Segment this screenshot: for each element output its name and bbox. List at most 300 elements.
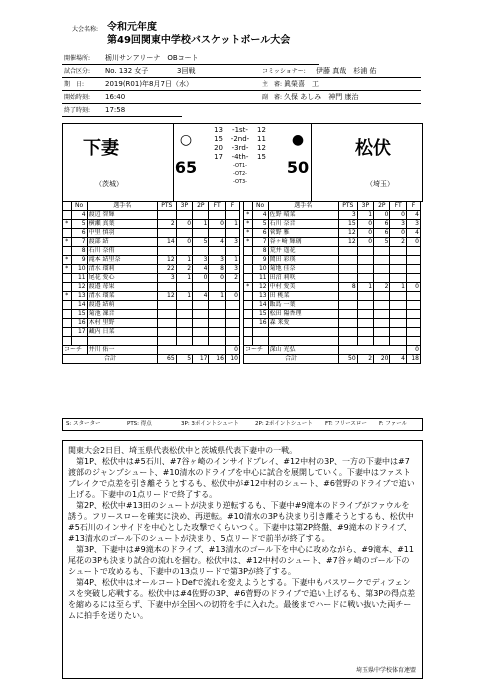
coach-empty [157,346,225,355]
total-f: 10 [225,355,239,364]
coach-foul: 0 [406,346,420,355]
starter-mark [244,265,253,274]
player-row [244,310,421,319]
stat-p3 [176,301,192,310]
starter-mark: * [63,220,72,229]
stat-f [406,292,420,301]
stat-pts [338,319,357,328]
player-row [244,274,421,283]
player-number: 7 [71,238,87,247]
player-row [63,283,240,292]
stat-ft: 0 [209,274,225,283]
stat-ft: 3 [209,256,225,265]
player-name [268,328,338,337]
stat-f [225,319,239,328]
starter-mark [244,256,253,265]
stat-ft [390,319,406,328]
stat-p2: 0 [193,274,209,283]
stat-pts [338,265,357,274]
stat-f: 3 [225,265,239,274]
stat-ft [390,310,406,319]
stat-pts [338,337,357,346]
stat-p2: 6 [374,229,390,238]
period-row [205,144,285,153]
player-name: 飯島 一葉 [268,301,338,310]
stat-p3: 0 [357,229,373,238]
stat-p3 [357,319,373,328]
starter-mark [63,310,72,319]
player-number: 6 [71,229,87,238]
player-number: 6 [252,229,268,238]
stat-p2: 6 [374,220,390,229]
stat-p2 [374,310,390,319]
player-name: 清水 瑠莉 [87,265,157,274]
period-home-score: 20 [214,144,223,152]
period-label: -OT2- [233,171,247,177]
period-label: -1st- [232,126,248,134]
summary-q1: 第1P、松伏中は#5石川、#7谷ヶ崎のインサイドプレイ、#12中村の3P、一方の下妻中は#7渡部のジャンプシュート、#10清水のドライブを中心に試合を展開していく。下妻中はファストブレイクで点差を引き離そうとするも、松伏中が#12中村のシュート、#6菅野のドライブで追い上げる。下妻中の1点リードで終了する。 [68,457,415,499]
stat-ft [209,328,225,337]
starter-mark [244,319,253,328]
coach-empty [338,346,406,355]
stat-ft [390,337,406,346]
starter-mark: * [244,283,253,292]
away-team-score: 50 [286,158,310,177]
away-team-pref: （埼玉） [366,180,394,188]
total-label: 合計 [63,355,158,364]
player-row [63,274,240,283]
stat-pts [338,301,357,310]
stat-p2 [193,301,209,310]
stat-p2 [193,247,209,256]
starter-mark [63,319,72,328]
player-name: 中村 愛美 [268,283,338,292]
umpire-label: 副 審: [262,94,283,101]
legend-pts: PTS: 得点 [127,421,152,427]
legend-starter: S: スターター [66,421,101,427]
stat-f [406,310,420,319]
stat-p2: 5 [193,238,209,247]
date-row [62,79,421,91]
date-label: 期 日: [64,81,85,88]
period-row [205,162,285,170]
period-home-score: 15 [214,135,223,143]
starter-mark [244,310,253,319]
stat-p3 [357,337,373,346]
commissioner-label: コミッショナー: [262,68,306,75]
total-pts: 65 [157,355,176,364]
player-number [71,337,87,346]
stat-pts [338,310,357,319]
header-no: No [71,202,87,211]
coach-label: コーチ [244,346,269,355]
stat-ft: 8 [209,265,225,274]
player-row [244,247,421,256]
stat-ft [390,256,406,265]
header-pts: PTS [338,202,357,211]
period-away-score: 15 [257,153,266,161]
stat-p2: 5 [374,238,390,247]
stat-f [406,265,420,274]
legend-2p: 2P: 2ポイントシュート [255,421,313,427]
stat-f [225,283,239,292]
player-name: 渡邉 結萌 [87,301,157,310]
stat-f: 3 [225,238,239,247]
stat-p3 [176,283,192,292]
stat-p2 [193,337,209,346]
player-row [63,238,240,247]
player-row [63,256,240,265]
stat-p3 [357,301,373,310]
player-name: 森 来愛 [268,319,338,328]
player-name: 木村 里野 [87,319,157,328]
player-number: 16 [71,319,87,328]
stat-p3: 1 [357,283,373,292]
starter-mark [244,247,253,256]
player-row [63,220,240,229]
period-label: -OT1- [233,163,247,169]
total-p2: 20 [374,355,390,364]
stat-p3 [357,256,373,265]
stat-p2 [374,274,390,283]
header-player: 選手名 [268,202,338,211]
player-name: 藏内 日菜 [87,328,157,337]
stat-p2 [193,211,209,220]
stat-p2 [193,229,209,238]
stat-p3 [176,211,192,220]
start-value: 16:40 [105,93,126,101]
stat-ft [390,328,406,337]
stat-p2 [193,310,209,319]
header-row [63,202,240,211]
win-mark: ○ [179,132,193,148]
player-name: 菅野 雅 [268,229,338,238]
stat-p2 [193,319,209,328]
stat-f [406,256,420,265]
player-name: 石川 奈音 [268,220,338,229]
player-number: 9 [71,256,87,265]
stat-ft [390,301,406,310]
player-number: 4 [252,211,268,220]
home-box-score [62,201,240,364]
player-number [252,328,268,337]
starter-mark [63,247,72,256]
tournament-year: 令和元年度 [107,22,157,33]
stat-ft: 0 [390,211,406,220]
period-away-score: 12 [257,126,266,134]
player-row [63,301,240,310]
stat-pts [157,319,176,328]
stat-pts [338,328,357,337]
stat-ft: 1 [209,292,225,301]
stat-pts [338,274,357,283]
player-name: 渡邉 苺果 [87,283,157,292]
stat-pts: 12 [338,229,357,238]
player-row [63,247,240,256]
stat-p2 [374,247,390,256]
total-ft: 4 [390,355,406,364]
start-label: 開始時刻: [64,94,91,101]
stat-ft: 3 [390,220,406,229]
player-number: 12 [71,283,87,292]
coach-label: コーチ [63,346,88,355]
period-row [205,135,285,144]
period-label: -3rd- [231,144,249,152]
stat-p2 [374,328,390,337]
player-row [63,265,240,274]
header-player: 選手名 [87,202,157,211]
stat-ft [209,229,225,238]
summary-intro: 関東大会2日目、埼玉県代表松伏中と茨城県代表下妻中の一戦。 [68,446,298,455]
player-name: 岡田 彩瑛 [268,256,338,265]
total-p2: 17 [193,355,209,364]
stat-p3: 0 [357,220,373,229]
stat-pts [157,247,176,256]
stat-p3 [176,310,192,319]
home-team-name: 下妻 [83,138,119,159]
stat-pts: 15 [338,220,357,229]
stat-ft: 0 [390,229,406,238]
total-p3: 2 [357,355,373,364]
legend-3p: 3P: 3ポイントシュート [181,421,239,427]
footer-org: 埼玉県中学校体育連盟 [355,667,416,674]
stat-f [406,319,420,328]
player-number: 9 [252,256,268,265]
stat-f [225,337,239,346]
player-name: 中里 慎羽 [87,229,157,238]
stat-ft [390,274,406,283]
starter-mark [244,328,253,337]
starter-mark [63,283,72,292]
stat-f [225,301,239,310]
stat-p3 [176,319,192,328]
stat-ft: 2 [390,238,406,247]
round-value: 3回戦 [177,67,196,75]
player-number: 17 [71,328,87,337]
header-p3: 3P [357,202,373,211]
stat-pts: 12 [157,292,176,301]
player-name: 滝本 結里奈 [87,256,157,265]
home-team-score: 65 [174,158,198,177]
stat-p2: 2 [374,283,390,292]
stat-p3: 0 [176,238,192,247]
header-f: F [225,202,239,211]
stat-pts: 22 [157,265,176,274]
player-row [244,301,421,310]
referee-value: 眞榮喜 工 [284,80,319,88]
player-number: 13 [252,292,268,301]
player-row [244,238,421,247]
stat-p3 [357,310,373,319]
period-row [205,126,285,135]
player-name: 渡辺 智輝 [87,211,157,220]
player-name [268,337,338,346]
stat-p3 [176,328,192,337]
player-row [63,292,240,301]
player-row [63,211,240,220]
stat-p2: 0 [374,211,390,220]
player-number: 14 [71,301,87,310]
game-no-value: No. 132 女子 [105,67,149,75]
coach-row [63,346,240,355]
stat-p3 [176,247,192,256]
stat-p3: 0 [357,238,373,247]
stat-p2: 3 [193,256,209,265]
stat-pts: 8 [338,283,357,292]
date-value: 2019(R01)年8月7日（水） [105,80,193,88]
player-row [63,337,240,346]
away-team-name: 松伏 [355,138,391,159]
stat-pts: 14 [157,238,176,247]
stat-p3 [357,247,373,256]
stat-pts [157,211,176,220]
period-label: -OT3- [233,179,247,185]
venue-row [62,53,319,65]
starter-mark [63,211,72,220]
end-label: 終了時刻: [64,107,91,114]
starter-mark [63,328,72,337]
stat-ft [209,319,225,328]
player-name: 田沼 莉咲 [268,274,338,283]
stat-ft [209,211,225,220]
starter-mark: * [63,292,72,301]
stat-ft [209,283,225,292]
stat-f: 2 [225,274,239,283]
stat-ft [209,247,225,256]
period-label: -2nd- [230,135,250,143]
legend-foul: F: ファール [379,421,408,427]
stat-p3 [357,328,373,337]
player-row [244,256,421,265]
tournament-name: 第49回関東中学校バスケットボール大会 [107,35,291,46]
stat-f: 0 [406,238,420,247]
player-number: 10 [71,265,87,274]
game-row [62,66,421,78]
player-number: 4 [71,211,87,220]
player-number: 14 [252,301,268,310]
player-name: 田 桃菜 [268,292,338,301]
header-p2: 2P [374,202,390,211]
stat-p3: 2 [176,265,192,274]
player-row [244,328,421,337]
umpire-value: 久保 あしみ 神門 康治 [284,93,359,101]
stat-f [225,247,239,256]
stat-p2: 4 [193,265,209,274]
starter-mark [63,301,72,310]
stat-f: 1 [225,256,239,265]
player-row [244,283,421,292]
player-number: 15 [71,310,87,319]
header-p2: 2P [193,202,209,211]
stat-ft [209,310,225,319]
stat-f [406,328,420,337]
total-p3: 5 [176,355,192,364]
player-number: 12 [252,283,268,292]
player-name: 石川 奈侑 [87,247,157,256]
stat-p2 [374,265,390,274]
away-box-score [243,201,421,364]
player-name: 佐野 晴菜 [268,211,338,220]
tournament-label: 大会名称: [72,26,99,33]
stat-f: 4 [406,229,420,238]
header-f: F [406,202,420,211]
player-number: 5 [71,220,87,229]
stat-f [225,328,239,337]
starter-mark: * [244,229,253,238]
stat-f: 1 [225,220,239,229]
player-name: 清水 瑠菜 [87,292,157,301]
player-name: 菊地 佳奈 [268,265,338,274]
stat-p2 [374,337,390,346]
stat-ft [390,292,406,301]
stat-p3: 0 [176,220,192,229]
starter-mark: * [244,211,253,220]
total-row [244,355,421,364]
starter-mark: * [244,238,253,247]
stat-ft: 0 [209,220,225,229]
player-number: 11 [71,274,87,283]
header-starter [244,202,253,211]
player-name [87,337,157,346]
player-number: 10 [252,265,268,274]
coach-name: 深山 光弘 [268,346,338,355]
stat-f: 4 [406,211,420,220]
player-number: 11 [252,274,268,283]
stat-f [225,310,239,319]
player-row [244,337,421,346]
period-away-score: 12 [257,144,266,152]
stat-p3 [176,337,192,346]
starter-mark [244,337,253,346]
period-scores [205,126,285,186]
stat-p3: 1 [357,211,373,220]
player-number: 15 [252,310,268,319]
header-ft: FT [209,202,225,211]
period-row [205,178,285,186]
summary-q2: 第2P、松伏中#13田のシュートが決まり逆転するも、下妻中#9滝本のドライブがファウルを誘う。フリースローを確実に決め、再逆転。#10清水の3Pも決まり引き離そうとするも、松伏中#5石川のインサイドを中心とした攻撃でくらいつく。下妻中は第2P終盤、#9滝本のドライブ、#13清水のゴール下のシュートが決まり、5点リードで前半が終了する。 [68,501,414,543]
stat-ft: 4 [209,238,225,247]
period-home-score: 17 [214,153,223,161]
player-row [63,328,240,337]
stat-f [406,247,420,256]
stat-f: 0 [406,283,420,292]
stat-p2: 4 [193,292,209,301]
player-number: 5 [252,220,268,229]
stat-p3 [176,229,192,238]
player-row [63,310,240,319]
end-row [62,105,182,117]
stat-pts: 3 [338,211,357,220]
stat-f [406,274,420,283]
stat-ft [390,247,406,256]
stat-p3 [357,265,373,274]
total-pts: 50 [338,355,357,364]
stat-pts [338,256,357,265]
period-label: -4th- [231,153,249,161]
home-team-pref: （茨城） [95,180,123,188]
legend [62,418,423,431]
stat-pts [157,229,176,238]
total-label: 合計 [244,355,339,364]
player-number: 8 [252,247,268,256]
game-no-label: 試合区分: [64,68,91,75]
starter-mark: * [63,238,72,247]
period-home-score: 13 [214,126,223,134]
stat-p3: 1 [176,292,192,301]
stat-f [225,211,239,220]
stat-pts: 3 [157,274,176,283]
stat-p2 [193,328,209,337]
